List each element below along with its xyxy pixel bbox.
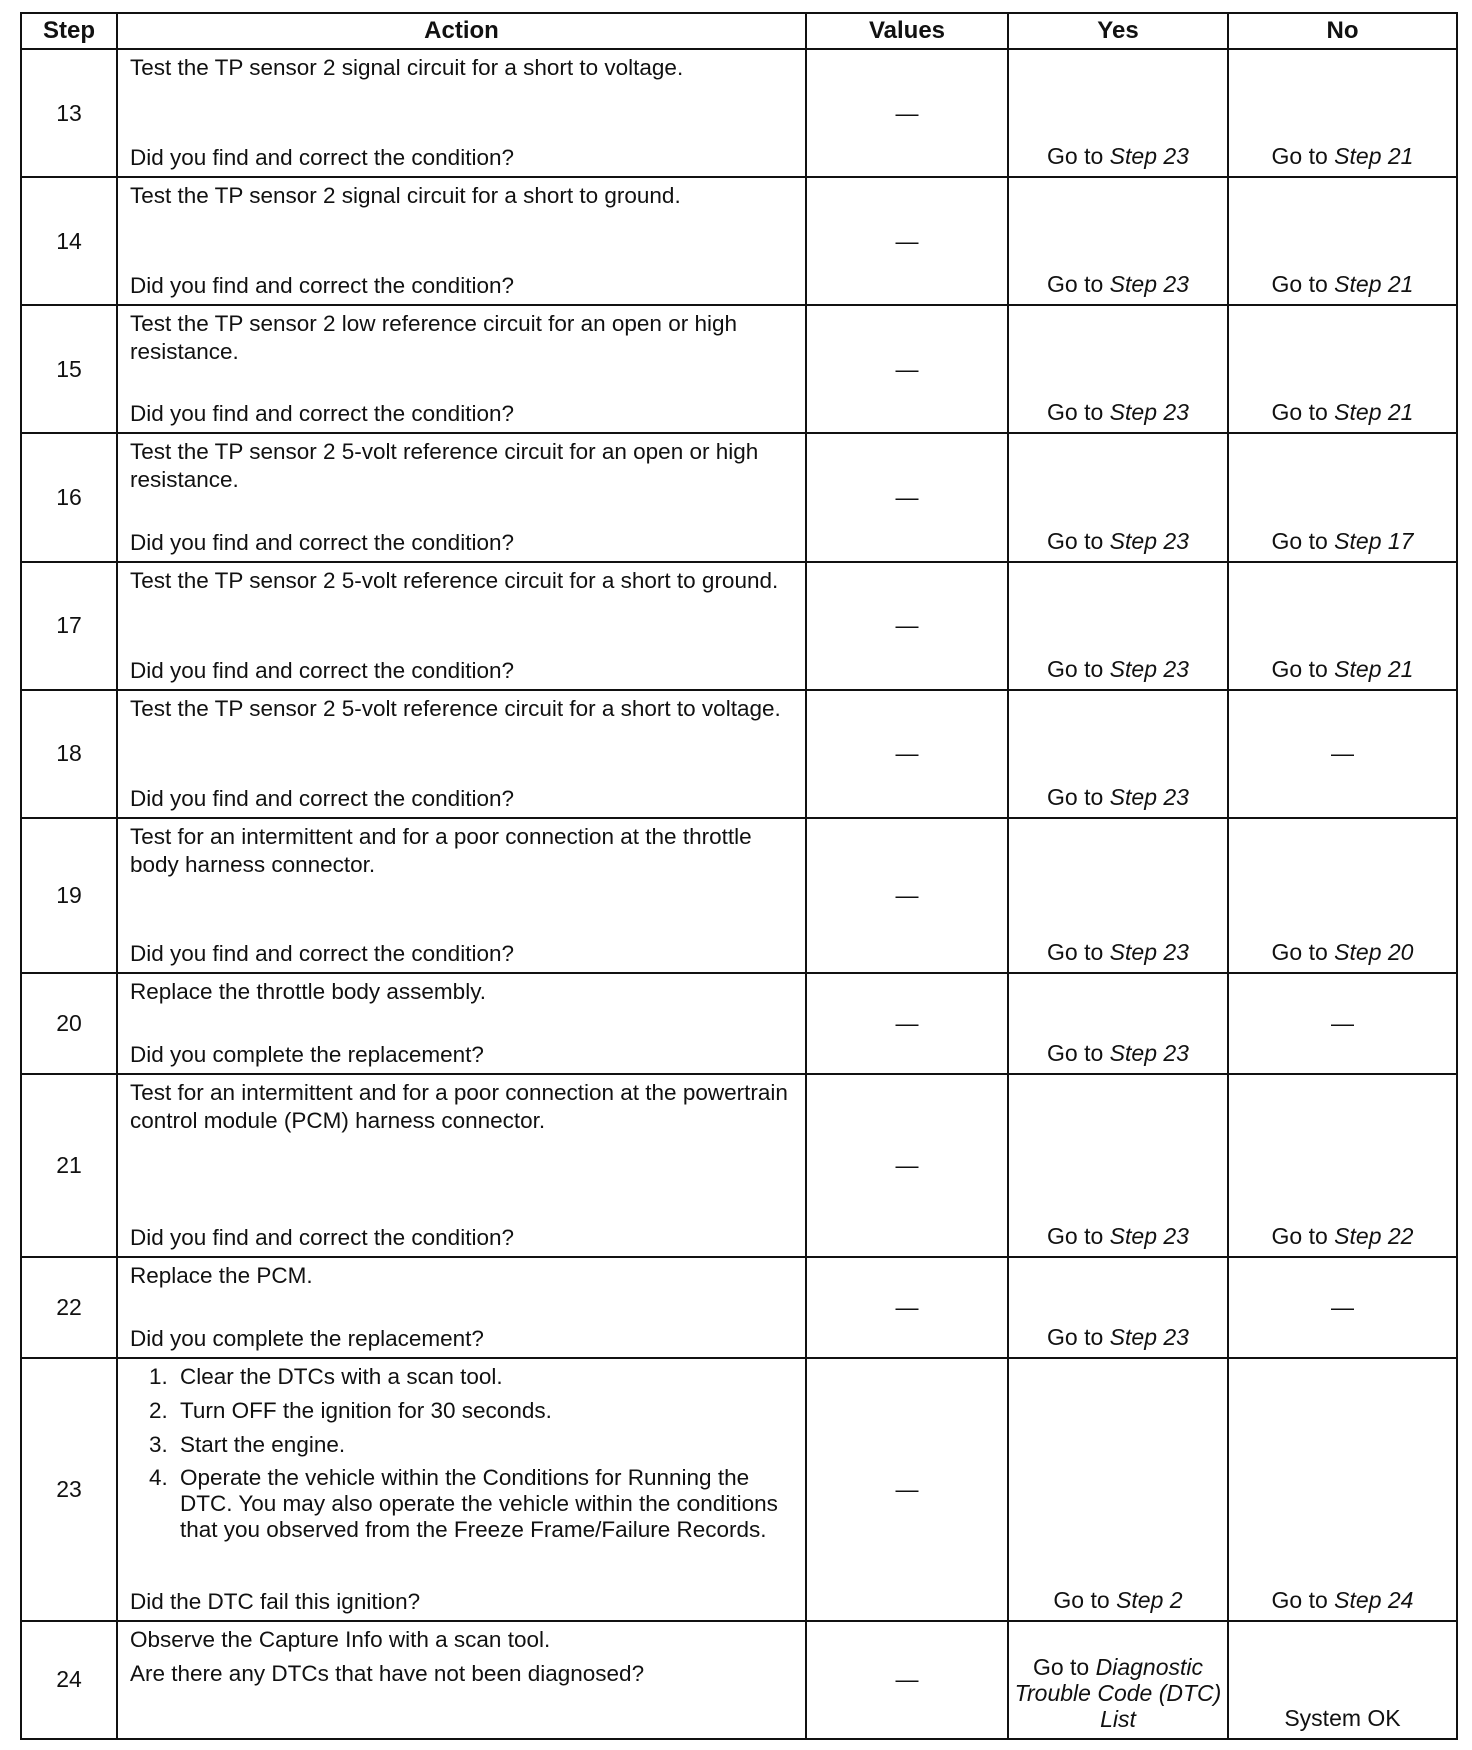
yes-cell — [1008, 818, 1228, 973]
values-cell: — — [806, 973, 1008, 1074]
yes-step-link[interactable]: Step 23 — [1109, 783, 1189, 810]
values-cell: — — [806, 305, 1008, 433]
yes-cell — [1008, 177, 1228, 305]
yes-step-link[interactable]: Step 23 — [1109, 527, 1189, 554]
no-cell — [1228, 1074, 1457, 1257]
step-number: 20 — [21, 973, 117, 1074]
action-cell — [117, 1257, 806, 1358]
step-number: 21 — [21, 1074, 117, 1257]
table-row — [21, 690, 1457, 818]
action-question: Did you find and correct the condition? — [130, 785, 514, 811]
yes-cell — [1008, 1358, 1228, 1620]
yes-step-link[interactable]: Step 23 — [1109, 399, 1189, 426]
action-cell — [117, 818, 806, 973]
no-cell — [1228, 49, 1457, 177]
no-step-link[interactable]: Step 21 — [1334, 271, 1414, 298]
action-text: Test the TP sensor 2 low reference circuit for an open or high resistance. — [130, 311, 737, 365]
no-prefix: Go to — [1271, 939, 1335, 966]
no-prefix: Go to — [1271, 527, 1335, 554]
no-step-link[interactable]: Step 20 — [1334, 939, 1414, 966]
yes-step-link[interactable]: Step 23 — [1109, 1223, 1189, 1250]
yes-cell — [1008, 1621, 1228, 1739]
no-step-link[interactable]: Step 24 — [1334, 1586, 1414, 1613]
action-cell — [117, 1358, 806, 1620]
action-text: Test the TP sensor 2 5-volt reference circuit for a short to ground. — [130, 567, 779, 593]
values-cell: — — [806, 562, 1008, 690]
yes-prefix: Go to — [1047, 399, 1110, 426]
header-no: No — [1228, 13, 1457, 49]
action-question: Are there any DTCs that have not been diagnosed? — [130, 1660, 645, 1686]
action-question: Did you find and correct the condition? — [130, 401, 514, 427]
no-step-link[interactable]: Step 21 — [1334, 399, 1414, 426]
values-cell: — — [806, 177, 1008, 305]
yes-step-link[interactable]: Step 23 — [1109, 143, 1189, 170]
yes-step-link[interactable]: Step 23 — [1109, 939, 1189, 966]
step-number: 15 — [21, 305, 117, 433]
step-number: 24 — [21, 1621, 117, 1739]
no-cell — [1228, 818, 1457, 973]
no-prefix: Go to — [1271, 655, 1335, 682]
table-row — [21, 433, 1457, 561]
yes-cell — [1008, 562, 1228, 690]
no-step-link[interactable]: Step 17 — [1334, 527, 1414, 554]
action-text: Test the TP sensor 2 5-volt reference circuit for a short to voltage. — [130, 695, 781, 721]
action-text: Test the TP sensor 2 signal circuit for a short to voltage. — [130, 55, 684, 80]
action-text: Test the TP sensor 2 signal circuit for a short to ground. — [130, 183, 681, 209]
header-step: Step — [21, 13, 117, 49]
table-row — [21, 1621, 1457, 1739]
action-cell — [117, 973, 806, 1074]
yes-cell — [1008, 49, 1228, 177]
table-row — [21, 973, 1457, 1074]
action-question: Did the DTC fail this ignition? — [130, 1588, 421, 1614]
yes-step-link[interactable]: Step 2 — [1116, 1586, 1183, 1613]
procedure-list — [130, 1363, 793, 1549]
step-number: 17 — [21, 562, 117, 690]
table-row — [21, 562, 1457, 690]
action-question: Did you find and correct the condition? — [130, 657, 514, 683]
yes-step-link[interactable]: Step 23 — [1109, 271, 1189, 298]
no-prefix: Go to — [1271, 271, 1335, 298]
yes-prefix: Go to — [1047, 271, 1110, 298]
yes-prefix: Go to — [1047, 655, 1110, 682]
yes-diagnostic-link[interactable]: Diagnostic Trouble Code (DTC) List — [1014, 1654, 1222, 1732]
step-number: 16 — [21, 433, 117, 561]
yes-prefix: Go to — [1047, 783, 1110, 810]
header-action: Action — [117, 13, 806, 49]
table-row — [21, 1257, 1457, 1358]
no-cell: — — [1228, 690, 1457, 818]
step-number: 13 — [21, 49, 117, 177]
yes-cell — [1008, 973, 1228, 1074]
list-item: 3. Start the engine. — [174, 1431, 793, 1459]
list-item: 1. Clear the DTCs with a scan tool. — [174, 1363, 793, 1391]
no-cell: — — [1228, 1257, 1457, 1358]
table-row — [21, 1074, 1457, 1257]
no-prefix: Go to — [1271, 1223, 1335, 1250]
yes-cell — [1008, 433, 1228, 561]
action-text: Replace the throttle body assembly. — [130, 979, 487, 1005]
values-cell: — — [806, 1358, 1008, 1620]
yes-prefix: Go to — [1047, 1040, 1110, 1067]
no-cell — [1228, 1358, 1457, 1620]
no-step-link[interactable]: Step 21 — [1334, 143, 1414, 170]
action-text: Observe the Capture Info with a scan tool. — [130, 1626, 551, 1652]
yes-step-link[interactable]: Step 23 — [1109, 1324, 1189, 1351]
table-row — [21, 177, 1457, 305]
action-text: Test for an intermittent and for a poor connection at the powertrain control module (PCM) harness connector. — [130, 1080, 788, 1134]
action-text: Test the TP sensor 2 5-volt reference circuit for an open or high resistance. — [130, 439, 759, 493]
action-question: Did you find and correct the condition? — [130, 1225, 514, 1251]
action-question: Did you find and correct the condition? — [130, 529, 514, 555]
action-question: Did you find and correct the condition? — [130, 273, 514, 299]
action-question: Did you find and correct the condition? — [130, 145, 514, 171]
no-cell — [1228, 305, 1457, 433]
yes-prefix: Go to — [1032, 1654, 1096, 1680]
yes-prefix: Go to — [1047, 939, 1110, 966]
yes-step-link[interactable]: Step 23 — [1109, 1040, 1189, 1067]
step-number: 22 — [21, 1257, 117, 1358]
values-cell: — — [806, 1621, 1008, 1739]
action-cell — [117, 562, 806, 690]
action-question: Did you complete the replacement? — [130, 1042, 484, 1068]
no-cell — [1228, 433, 1457, 561]
values-cell: — — [806, 49, 1008, 177]
table-row — [21, 305, 1457, 433]
action-cell — [117, 1074, 806, 1257]
yes-prefix: Go to — [1047, 1223, 1110, 1250]
yes-cell — [1008, 305, 1228, 433]
values-cell: — — [806, 1074, 1008, 1257]
no-step-link[interactable]: Step 21 — [1334, 655, 1414, 682]
action-text: Replace the PCM. — [130, 1263, 313, 1289]
values-cell: — — [806, 433, 1008, 561]
step-number: 23 — [21, 1358, 117, 1620]
values-cell: — — [806, 690, 1008, 818]
yes-cell — [1008, 1074, 1228, 1257]
header-yes: Yes — [1008, 13, 1228, 49]
table-row — [21, 818, 1457, 973]
action-cell — [117, 1621, 806, 1739]
yes-cell — [1008, 690, 1228, 818]
yes-prefix: Go to — [1053, 1586, 1117, 1613]
step-number: 19 — [21, 818, 117, 973]
no-cell — [1228, 562, 1457, 690]
no-step-link[interactable]: Step 22 — [1334, 1223, 1414, 1250]
yes-prefix: Go to — [1047, 143, 1110, 170]
table-row — [21, 49, 1457, 177]
action-cell — [117, 690, 806, 818]
action-question: Did you complete the replacement? — [130, 1326, 484, 1352]
yes-step-link[interactable]: Step 23 — [1109, 655, 1189, 682]
no-cell — [1228, 177, 1457, 305]
header-values: Values — [806, 13, 1008, 49]
values-cell: — — [806, 818, 1008, 973]
table-row — [21, 1358, 1457, 1620]
header-row — [21, 13, 1457, 49]
no-prefix: Go to — [1271, 399, 1335, 426]
action-text: Test for an intermittent and for a poor connection at the throttle body harness connector. — [130, 823, 752, 877]
action-question: Did you find and correct the condition? — [130, 941, 514, 967]
no-cell: System OK — [1228, 1621, 1457, 1739]
no-prefix: Go to — [1271, 143, 1335, 170]
action-cell — [117, 49, 806, 177]
yes-prefix: Go to — [1047, 1324, 1110, 1351]
action-cell — [117, 177, 806, 305]
diagnostic-table — [20, 12, 1458, 1740]
list-item: 4. Operate the vehicle within the Conditions for Running the DTC. You may also operate the vehicle within the conditions that you observed from the Freeze Frame/Failure Records. — [174, 1465, 793, 1543]
no-prefix: Go to — [1271, 1586, 1335, 1613]
values-cell: — — [806, 1257, 1008, 1358]
yes-cell — [1008, 1257, 1228, 1358]
action-cell — [117, 305, 806, 433]
step-number: 18 — [21, 690, 117, 818]
step-number: 14 — [21, 177, 117, 305]
no-cell: — — [1228, 973, 1457, 1074]
list-item: 2. Turn OFF the ignition for 30 seconds. — [174, 1397, 793, 1425]
action-cell — [117, 433, 806, 561]
yes-prefix: Go to — [1047, 527, 1110, 554]
